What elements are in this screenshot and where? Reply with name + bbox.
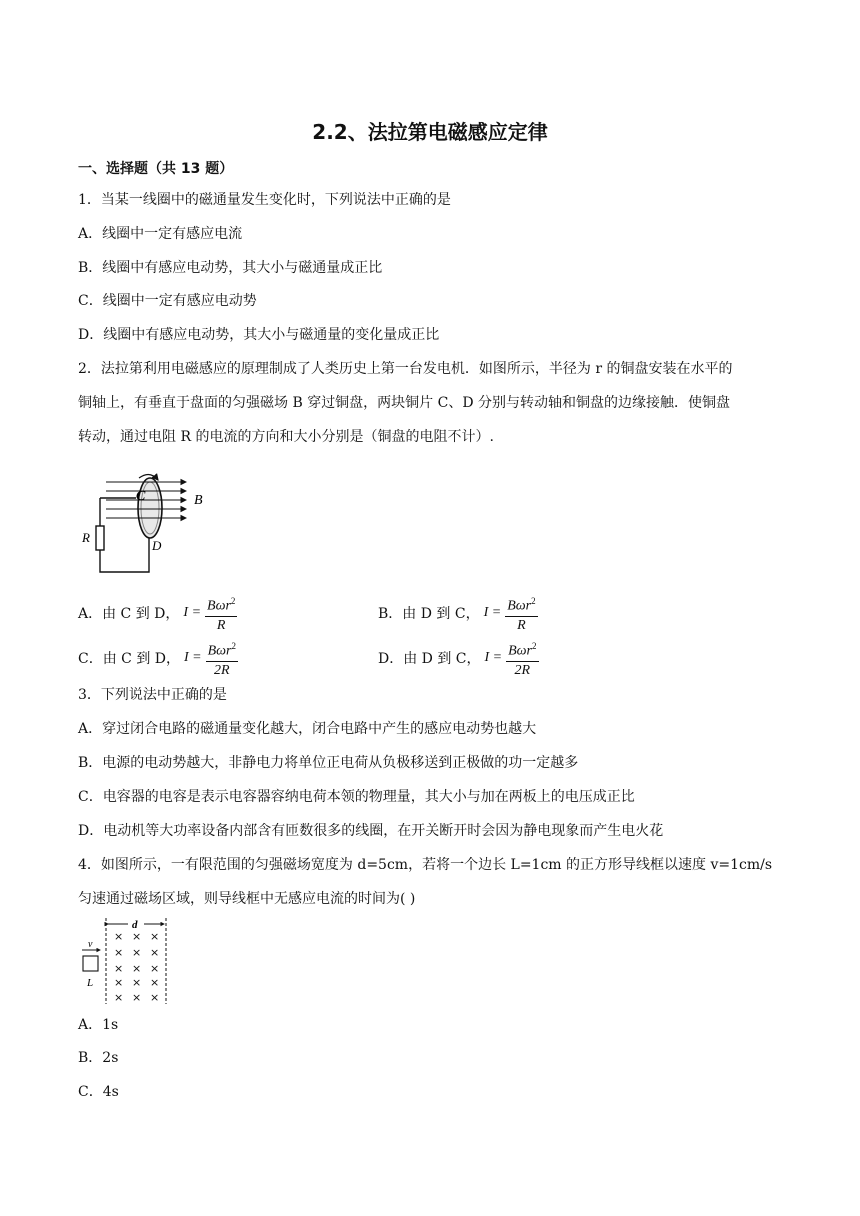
field-cross: × [114,976,124,989]
field-cross: × [114,962,124,975]
label-b: B [194,493,203,508]
eq-lhs: I = [184,650,202,666]
q1-option-d: D．线圈中有感应电动势，其大小与磁通量的变化量成正比 [78,327,440,343]
field-cross: × [132,976,142,989]
formula-fraction: $\frac{B\omega r^2}{R}$ [505,592,537,635]
q3-option-b: B．电源的电动势越大，非静电力将单位正电荷从负极移送到正极做的功一定越多 [78,755,579,771]
label-d: d [132,919,138,931]
q2-stem-line-2: 铜轴上，有垂直于盘面的匀强磁场 B 穿过铜盘，两块铜片 C、D 分别与转动轴和铜盘的边缘接触．使铜盘 [78,395,731,411]
field-cross: × [150,962,160,975]
field-cross: × [150,991,160,1004]
q2-stem-line-3: 转动，通过电阻 R 的电流的方向和大小分别是（铜盘的电阻不计）. [78,429,494,445]
label-v: v [88,939,93,950]
q2-option-b-text: B．由 D 到 C， [378,606,480,623]
q2-option-d-text: D．由 D 到 C， [378,651,481,668]
q2-option-d [378,637,539,680]
field-cross: × [132,946,142,959]
formula-fraction: $\frac{B\omega r^2}{R}$ [205,592,237,635]
q1-option-b: B．线圈中有感应电动势，其大小与磁通量成正比 [78,260,383,276]
q4-option-a: A．1s [78,1017,119,1033]
q4-stem-line-2: 匀速通过磁场区域，则导线框中无感应电流的时间为( ) [78,891,416,907]
field-cross: × [132,930,142,943]
q4-stem-line-1: 4．如图所示，一有限范围的匀强磁场宽度为 d=5cm，若将一个边长 L=1cm 的正方形导线框以速度 v=1cm/s [78,857,773,873]
resistor-symbol [96,526,104,550]
field-cross: × [114,930,124,943]
label-c: C [136,489,146,504]
label-r: R [82,530,90,545]
q2-option-a [78,592,237,635]
label-d: D [152,538,162,553]
field-cross: × [150,976,160,989]
q3-option-d: D．电动机等大功率设备内部含有匝数很多的线圈，在开关断开时会因为静电现象而产生电火花 [78,823,664,839]
copper-disc-generator-figure [76,460,216,582]
field-cross: × [150,930,160,943]
formula-fraction: $\frac{B\omega r^2}{2R}$ [506,637,538,680]
magnetic-field-region-figure [78,916,174,1006]
q1-option-c: C．线圈中一定有感应电动势 [78,293,257,309]
section-heading: 一、选择题（共 13 题） [78,161,234,177]
q1-option-a: A．线圈中一定有感应电流 [78,226,243,242]
field-cross: × [150,946,160,959]
q2-option-a-text: A．由 C 到 D， [78,606,180,623]
page-title: 2.2、法拉第电磁感应定律 [312,120,548,144]
q2-option-b [378,592,538,635]
label-l: L [87,977,94,989]
field-cross: × [114,946,124,959]
field-cross: × [132,962,142,975]
q3-stem: 3．下列说法中正确的是 [78,687,227,703]
eq-lhs: I = [483,605,502,621]
formula-fraction: $\frac{B\omega r^2}{2R}$ [206,637,238,680]
q1-stem: 1．当某一线圈中的磁通量发生变化时，下列说法中正确的是 [78,192,451,208]
q2-stem-line-1: 2．法拉第利用电磁感应的原理制成了人类历史上第一台发电机．如图所示，半径为 r 的铜盘安装在水平的 [78,361,733,377]
q2-option-c-text: C．由 C 到 D， [78,651,180,668]
eq-lhs: I = [183,605,202,621]
copper-disc [138,478,162,538]
field-cross: × [132,991,142,1004]
q4-option-b: B．2s [78,1050,119,1066]
q4-option-c: C．4s [78,1084,119,1100]
field-cross: × [114,991,124,1004]
q2-option-c [78,637,238,680]
q3-option-c: C．电容器的电容是表示电容器容纳电荷本领的物理量，其大小与加在两板上的电压成正比 [78,789,635,805]
q3-option-a: A．穿过闭合电路的磁通量变化越大，闭合电路中产生的感应电动势也越大 [78,721,537,737]
field-crosses [114,930,159,1004]
square-loop [83,956,98,971]
eq-lhs: I = [484,650,503,666]
